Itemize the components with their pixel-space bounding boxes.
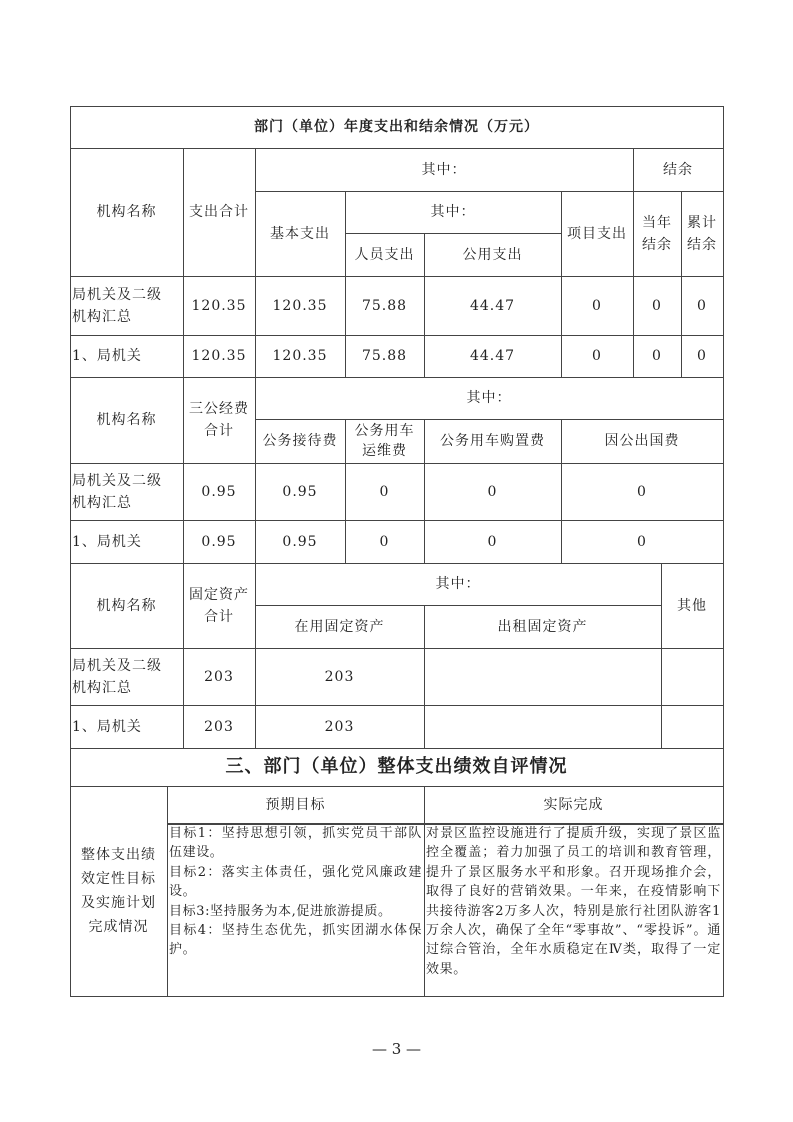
table-row-org-name: 1、局机关 bbox=[72, 533, 142, 550]
table-row-org-name: 局机关及二级机构汇总 bbox=[72, 286, 162, 325]
actual-completion-header: 实际完成 bbox=[543, 796, 604, 813]
table1-title: 部门（单位）年度支出和结余情况（万元） bbox=[254, 119, 539, 135]
expected-goals-header: 预期目标 bbox=[265, 796, 326, 813]
header-org-name: 机构名称 bbox=[96, 204, 157, 220]
table-cell-reception: 0.95 bbox=[282, 533, 318, 550]
table-row-org-name: 1、局机关 bbox=[72, 718, 142, 735]
page-number: — 3 — bbox=[371, 1040, 422, 1058]
header-three-public-total: 三公经费合计 bbox=[189, 401, 249, 439]
table-cell-other bbox=[661, 705, 723, 748]
header-total-expenditure: 支出合计 bbox=[189, 204, 249, 220]
table-cell-current-balance: 0 bbox=[652, 297, 662, 314]
header-cumulative-balance: 累计结余 bbox=[687, 214, 717, 253]
header-vehicle-ops: 公务用车运维费 bbox=[354, 423, 415, 459]
table-cell-current-balance: 0 bbox=[652, 348, 662, 364]
table-cell-basic: 120.35 bbox=[272, 348, 328, 364]
expected-goals-text: 目标1：坚持思想引领，抓实党员干部队伍建设。 目标2：落实主体责任，强化党风廉政建设。 目标3:坚持服务为本,促进旅游提质。 目标4：坚持生态优先，抓实团湖水体保护。 bbox=[169, 826, 422, 958]
table-cell-basic: 120.35 bbox=[272, 297, 328, 314]
header-abroad: 因公出国费 bbox=[604, 433, 680, 449]
header-public: 公用支出 bbox=[462, 246, 523, 263]
header-other: 其他 bbox=[677, 597, 707, 614]
header-of-which: 其中： bbox=[435, 576, 481, 592]
table-cell-total: 203 bbox=[204, 718, 234, 735]
table-cell-abroad: 0 bbox=[637, 533, 647, 550]
table-cell-in-use: 203 bbox=[324, 718, 355, 735]
header-of-which: 其中： bbox=[421, 161, 467, 178]
table-cell-cumulative-balance: 0 bbox=[697, 297, 707, 314]
table-cell-vehicle-purchase: 0 bbox=[487, 533, 498, 550]
header-current-balance: 当年结余 bbox=[642, 214, 672, 253]
header-reception: 公务接待费 bbox=[262, 433, 338, 449]
header-of-which: 其中： bbox=[466, 390, 512, 406]
actual-completion-text: 对景区监控设施进行了提质升级，实现了景区监控全覆盖；着力加强了员工的培训和教育管理，提升了景区服务水平和形象。召开现场推介会，取得了良好的营销效果。一年来，在疫情影响下共接待游客2万多人次，特别是旅行社团队游客1万余人次，确保了全年“零事故”、“零投诉”。通过综合管治，全年水质稳定在Ⅳ类，取得了一定效果。 bbox=[426, 826, 721, 977]
table-cell-vehicle-ops: 0 bbox=[379, 483, 390, 500]
table-cell-total: 203 bbox=[204, 668, 234, 685]
table-cell-other bbox=[661, 648, 723, 705]
table-cell-leased bbox=[424, 705, 661, 748]
table-cell-personnel: 75.88 bbox=[361, 297, 408, 314]
table-row-org-name: 局机关及二级机构汇总 bbox=[72, 657, 162, 696]
row-label: 整体支出绩效定性目标及实施计划完成情况 bbox=[81, 847, 156, 935]
header-project: 项目支出 bbox=[567, 225, 627, 242]
table-cell-personnel: 75.88 bbox=[361, 348, 408, 364]
table-cell-cumulative-balance: 0 bbox=[697, 348, 707, 364]
table-cell-public: 44.47 bbox=[469, 297, 516, 314]
section-title: 三、部门（单位）整体支出绩效自评情况 bbox=[225, 756, 568, 777]
table-cell-reception: 0.95 bbox=[282, 483, 318, 500]
table-cell-total: 120.35 bbox=[191, 297, 247, 314]
header-basic-expenditure: 基本支出 bbox=[270, 225, 330, 242]
table-cell-project: 0 bbox=[592, 297, 602, 314]
table-cell-abroad: 0 bbox=[637, 483, 647, 500]
header-org-name: 机构名称 bbox=[96, 412, 157, 428]
header-leased-assets: 出租固定资产 bbox=[497, 618, 588, 635]
table-cell-leased bbox=[424, 648, 661, 705]
header-org-name: 机构名称 bbox=[96, 597, 157, 614]
header-balance: 结余 bbox=[663, 161, 693, 178]
table-cell-vehicle-purchase: 0 bbox=[487, 483, 498, 500]
header-vehicle-purchase: 公务用车购置费 bbox=[440, 433, 545, 449]
table-row-org-name: 1、局机关 bbox=[72, 348, 142, 364]
header-in-use-assets: 在用固定资产 bbox=[294, 618, 385, 635]
header-of-which-2: 其中： bbox=[430, 204, 476, 220]
header-fixed-assets-total: 固定资产合计 bbox=[189, 586, 249, 625]
table-cell-total: 0.95 bbox=[201, 483, 237, 500]
table-cell-total: 0.95 bbox=[201, 533, 237, 550]
table-row-org-name: 局机关及二级机构汇总 bbox=[72, 472, 162, 511]
header-personnel: 人员支出 bbox=[354, 246, 415, 263]
table-cell-vehicle-ops: 0 bbox=[379, 533, 390, 550]
table-cell-in-use: 203 bbox=[324, 668, 355, 685]
table-cell-total: 120.35 bbox=[191, 348, 247, 364]
table-cell-public: 44.47 bbox=[469, 348, 516, 364]
table-cell-project: 0 bbox=[592, 348, 602, 364]
